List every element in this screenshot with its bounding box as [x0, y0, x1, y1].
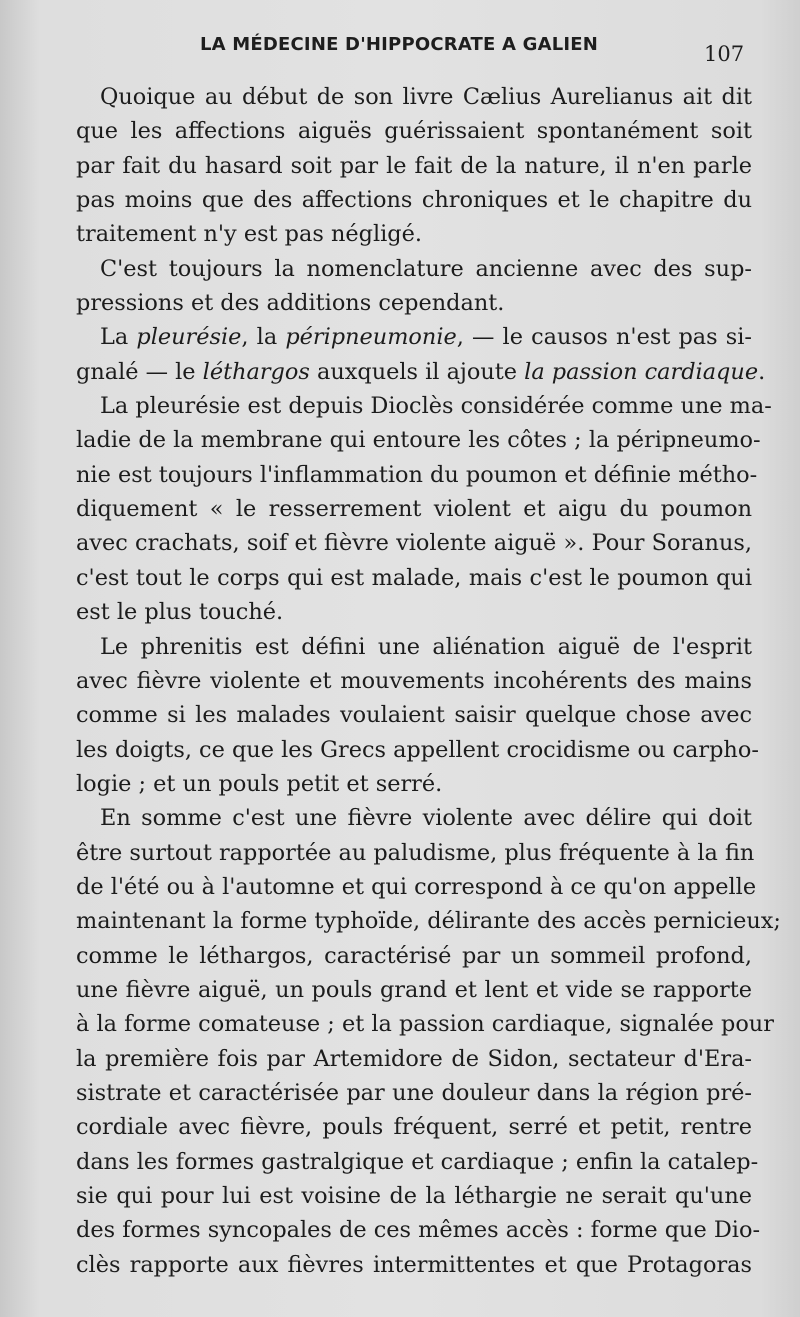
- text-line: avec fièvre violente et mouvements incohérents des mains: [76, 667, 752, 694]
- text-line: sistrate et caractérisée par une douleur dans la région pré-: [76, 1079, 752, 1106]
- text-line: traitement n'y est pas négligé.: [76, 221, 422, 248]
- text-line: sie qui pour lui est voisine de la léthargie ne serait qu'une: [76, 1183, 752, 1209]
- running-head: [0, 30, 800, 64]
- text-line: logie ; et un pouls petit et serré.: [76, 770, 443, 797]
- text-line: La pleurésie, la péripneumonie, — le causos n'est pas si-: [100, 324, 752, 351]
- text-line: que les affections aiguës guérissaient spontanément soit: [76, 118, 752, 145]
- text-line: En somme c'est une fièvre violente avec délire qui doit: [100, 805, 752, 832]
- running-title: LA MÉDECINE D'HIPPOCRATE A GALIEN: [200, 34, 599, 55]
- text-line: Quoique au début de son livre Cælius Aurelianus ait dit: [100, 84, 752, 110]
- text-line: La pleurésie est depuis Dioclès considérée comme une ma-: [100, 393, 772, 420]
- text-line: à la forme comateuse ; et la passion cardiaque, signalée pour: [76, 1011, 774, 1038]
- text-line: c'est tout le corps qui est malade, mais c'est le poumon qui: [76, 564, 752, 591]
- text-line: diquement « le resserrement violent et aigu du poumon: [76, 496, 752, 523]
- text-line: avec crachats, soif et fièvre violente aiguë ». Pour Soranus,: [76, 530, 752, 557]
- text-line: pas moins que des affections chroniques et le chapitre du: [76, 187, 752, 214]
- text-line: dans les formes gastralgique et cardiaque ; enfin la catalep-: [76, 1148, 759, 1175]
- text-line: les doigts, ce que les Grecs appellent crocidisme ou carpho-: [76, 736, 759, 763]
- text-line: de l'été ou à l'automne et qui correspond à ce qu'on appelle: [76, 873, 757, 900]
- text-line: cordiale avec fièvre, pouls fréquent, serré et petit, rentre: [76, 1114, 752, 1141]
- text-line: la première fois par Artemidore de Sidon, sectateur d'Era-: [76, 1045, 752, 1072]
- text-line: C'est toujours la nomenclature ancienne avec des sup-: [100, 255, 752, 282]
- text-line: des formes syncopales de ces mêmes accès : forme que Dio-: [76, 1217, 761, 1244]
- text-line: nie est toujours l'inflammation du poumon et définie métho-: [76, 461, 758, 488]
- text-line: pressions et des additions cependant.: [76, 290, 505, 317]
- text-line: maintenant la forme typhoïde, délirante des accès pernicieux;: [76, 908, 781, 935]
- text-line: est le plus touché.: [76, 599, 284, 626]
- text-line: comme le léthargos, caractérisé par un sommeil profond,: [76, 942, 752, 969]
- text-line: être surtout rapportée au paludisme, plus fréquente à la fin: [76, 839, 755, 866]
- text-line: comme si les malades voulaient saisir quelque chose avec: [76, 702, 752, 729]
- text-line: ladie de la membrane qui entoure les côtes ; la péripneumo-: [76, 427, 761, 454]
- text-line: gnalé — le léthargos auxquels il ajoute la passion cardiaque.: [76, 358, 766, 385]
- text-line: clès rapporte aux fièvres intermittentes et que Protagoras: [76, 1251, 752, 1278]
- body-text: [76, 80, 781, 1282]
- text-line: une fièvre aiguë, un pouls grand et lent et vide se rapporte: [76, 976, 752, 1003]
- page-number: 107: [704, 42, 745, 66]
- text-line: Le phrenitis est défini une aliénation aiguë de l'esprit: [100, 633, 752, 660]
- text-line: par fait du hasard soit par le fait de la nature, il n'en parle: [76, 152, 752, 179]
